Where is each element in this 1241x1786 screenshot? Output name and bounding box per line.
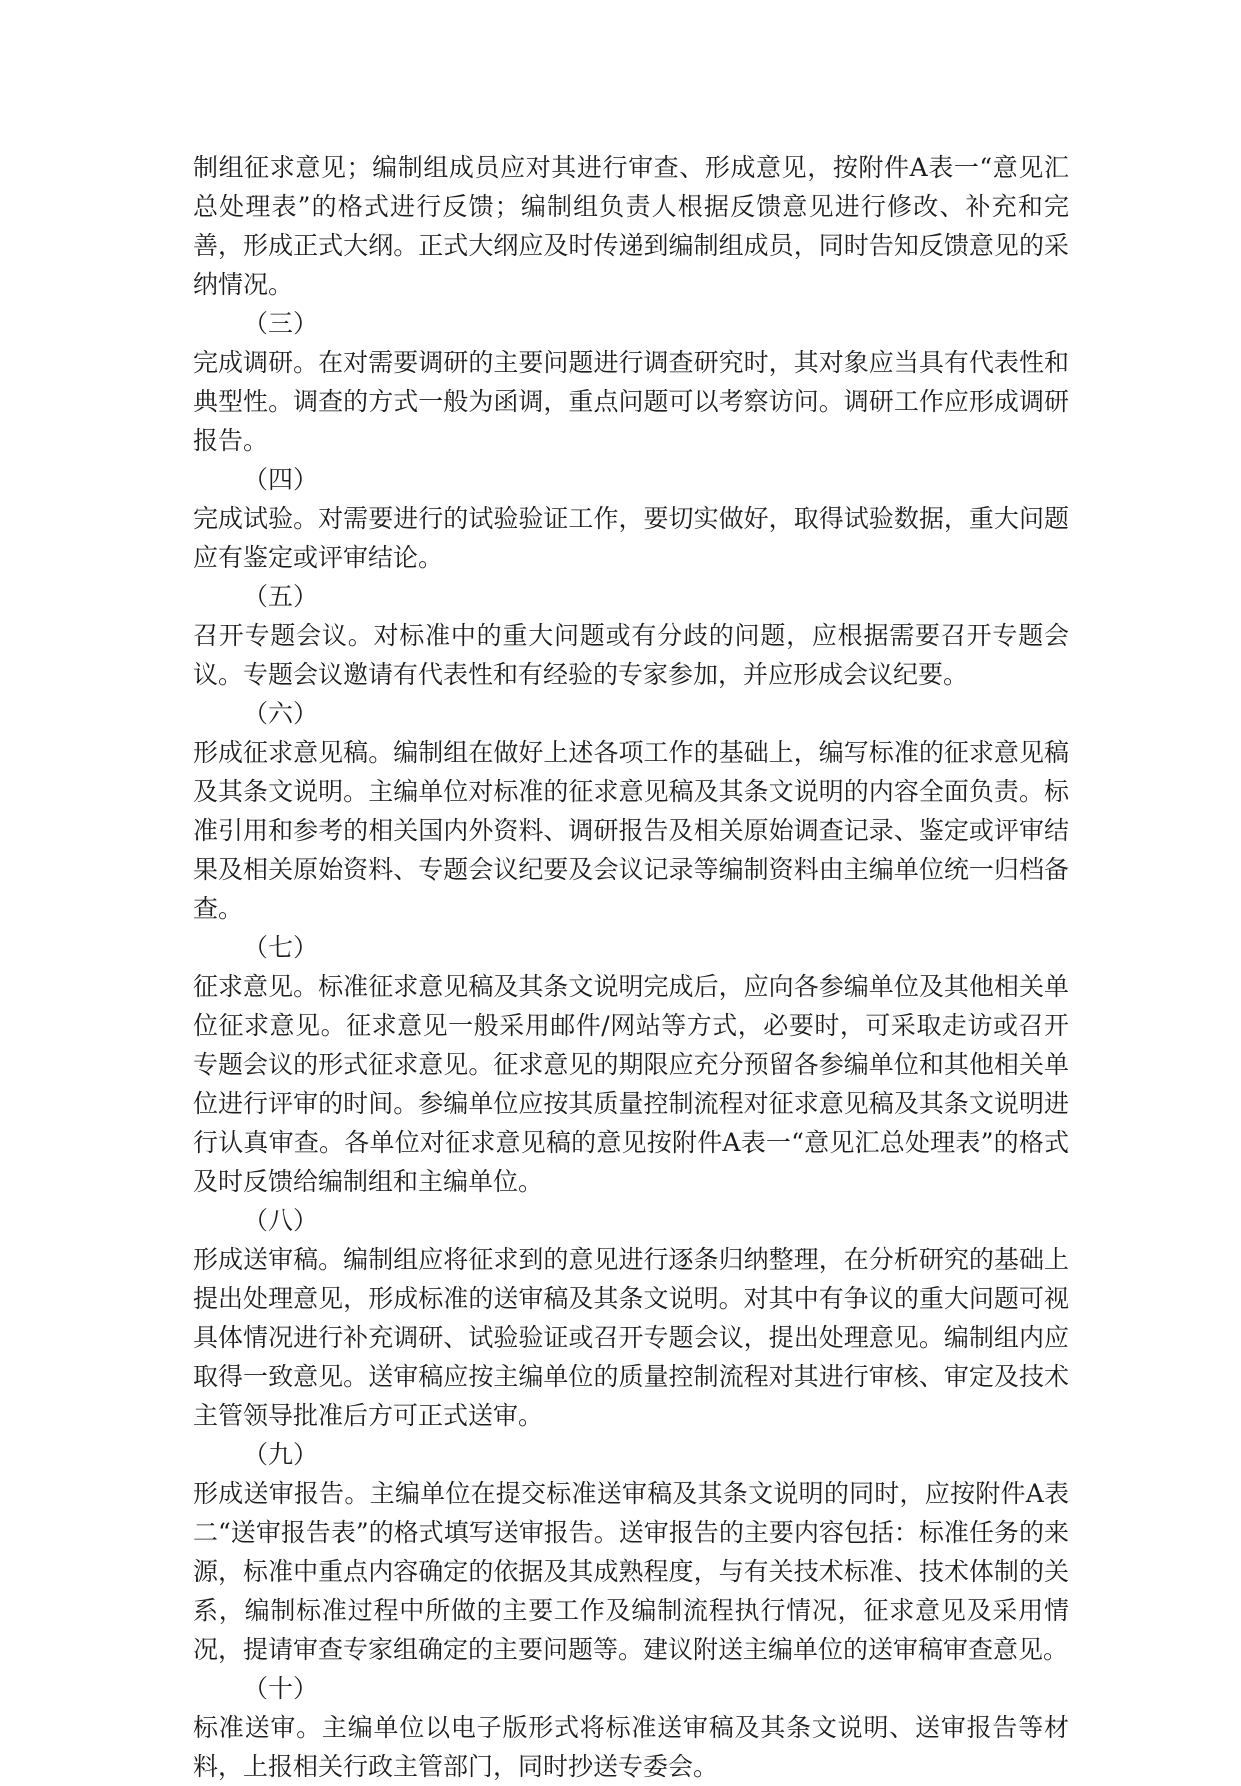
section-heading-8: （八） [243, 1206, 319, 1235]
section-heading-5: （五） [243, 582, 319, 611]
paragraph-research: 完成调研。在对需要调研的主要问题进行调查研究时，其对象应当具有代表性和典型性。调查的方式一般为函调，重点问题可以考察访问。调研工作应形成调研报告。 [193, 348, 1069, 455]
paragraph-testing: 完成试验。对需要进行的试验验证工作，要切实做好，取得试验数据，重大问题应有鉴定或评审结论。 [193, 504, 1069, 572]
paragraph-outline-feedback: 制组征求意见；编制组成员应对其进行审查、形成意见，按附件A表一“意见汇总处理表”的格式进行反馈；编制组负责人根据反馈意见进行修改、补充和完善，形成正式大纲。正式大纲应及时传递到编制组成员，同时告知反馈意见的采纳情况。 [193, 153, 1069, 299]
section-heading-9: （九） [243, 1440, 319, 1469]
paragraph-submission: 标准送审。主编单位以电子版形式将标准送审稿及其条文说明、送审报告等材料，上报相关行政主管部门，同时抄送专委会。 [193, 1713, 1069, 1781]
paragraph-review-report: 形成送审报告。主编单位在提交标准送审稿及其条文说明的同时，应按附件A表二“送审报告表”的格式填写送审报告。送审报告的主要内容包括：标准任务的来源，标准中重点内容确定的依据及其成熟程度，与有关技术标准、技术体制的关系，编制标准过程中所做的主要工作及编制流程执行情况，征求意见及采用情况，提请审查专家组确定的主要问题等。建议附送主编单位的送审稿审查意见。 [193, 1479, 1069, 1664]
section-heading-7: （七） [243, 933, 319, 962]
document-page [193, 148, 1069, 1786]
section-heading-10: （十） [243, 1674, 319, 1703]
section-heading-3: （三） [243, 309, 319, 338]
paragraph-special-meeting: 召开专题会议。对标准中的重大问题或有分歧的问题，应根据需要召开专题会议。专题会议邀请有代表性和有经验的专家参加，并应形成会议纪要。 [193, 621, 1069, 689]
section-heading-4: （四） [243, 465, 319, 494]
paragraph-review-draft: 形成送审稿。编制组应将征求到的意见进行逐条归纳整理，在分析研究的基础上提出处理意见，形成标准的送审稿及其条文说明。对其中有争议的重大问题可视具体情况进行补充调研、试验验证或召开专题会议，提出处理意见。编制组内应取得一致意见。送审稿应按主编单位的质量控制流程对其进行审核、审定及技术主管领导批准后方可正式送审。 [193, 1245, 1069, 1430]
paragraph-solicit-comments: 征求意见。标准征求意见稿及其条文说明完成后，应向各参编单位及其他相关单位征求意见。征求意见一般采用邮件/网站等方式，必要时，可采取走访或召开专题会议的形式征求意见。征求意见的期限应充分预留各参编单位和其他相关单位进行评审的时间。参编单位应按其质量控制流程对征求意见稿及其条文说明进行认真审查。各单位对征求意见稿的意见按附件A表一“意见汇总处理表”的格式及时反馈给编制组和主编单位。 [193, 972, 1069, 1196]
section-heading-6: （六） [243, 699, 319, 728]
paragraph-draft-for-comment: 形成征求意见稿。编制组在做好上述各项工作的基础上，编写标准的征求意见稿及其条文说明。主编单位对标准的征求意见稿及其条文说明的内容全面负责。标准引用和参考的相关国内外资料、调研报告及相关原始调查记录、鉴定或评审结果及相关原始资料、专题会议纪要及会议记录等编制资料由主编单位统一归档备查。 [193, 738, 1069, 923]
